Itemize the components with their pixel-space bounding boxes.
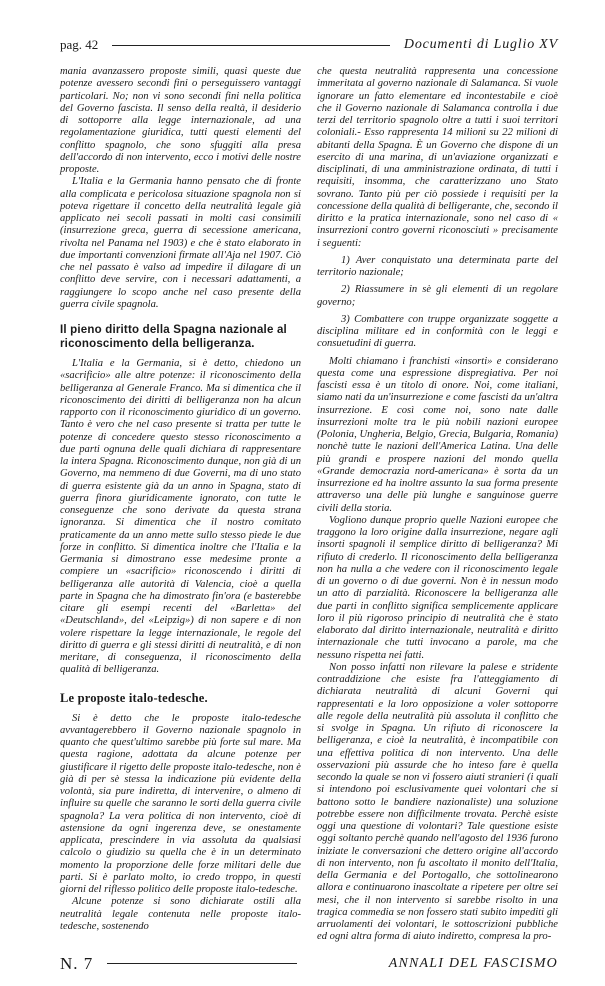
list-item: 1) Aver conquistato una determinata parte del territorio nazionale; [317, 254, 558, 278]
header-rule [112, 45, 390, 46]
running-title: Documenti di Luglio XV [403, 37, 558, 52]
paragraph: L'Italia e la Germania hanno pensato che di fronte alla complicata e pericolosa situazione spagnola non si poteva rigettare il concetto della neutralità legale già applicato nei secoli passati in molti casi consimili (insurrezione greca, guerra di secessione americana, rivolta nel Panama nel 1903) e che è stato elaborato in due importanti convenzioni firmate all'Aja nel 1907. Ciò che nel passato è valso ad impedire il dilagare di un conflitto deve servire, con i necessari adattamenti, a raggiungere lo scopo anche nel caso presente della guerra civile spagnola. [60, 176, 301, 310]
paragraph: Alcune potenze si sono dichiarate ostili alla neutralità legale contenuta nelle proposte italo-tedesche, sostenendo [60, 896, 301, 932]
list-item: 3) Combattere con truppe organizzate soggette a disciplina militare ed in conformità con le leggi e consuetudini di guerra. [317, 313, 558, 350]
page-footer [60, 944, 558, 974]
paragraph: Vogliono dunque proprio quelle Nazioni europee che traggono la loro origine dalla insurrezione, negare agli insorti spagnoli il semplice diritto di belligeranza? Mi rifiuto di crederlo. Il riconoscimento della belligeranza non ha nulla a che vedere con il riconoscimento legale di un governo o di due governi. Non è in nessun modo un atto di parzialità. Riconoscere la belligeranza alle due parti in conflitto significa semplicemente applicare loro il più rigoroso principio di neutralità che è stato elaborato dal diritto internazionale, neutralità e diritto internazionale che tutti invocano a parole, ma che nessuno rispetta nei fatti. [317, 514, 558, 661]
left-column [60, 66, 301, 933]
section-heading-belligeranza [60, 323, 301, 351]
journal-title: ANNALI DEL FASCISMO [388, 955, 558, 971]
heading-line: Il pieno diritto della Spagna nazionale al [60, 324, 287, 336]
paragraph: mania avanzassero proposte simili, quasi queste due potenze avessero secondi fini o perseguissero vantaggi particolari. No; non vi sono secondi fini nella politica del Governo fascista. Il senso della realtà, il desiderio di sottoporre alla legge internazionale, ad una regolamentazione giuridica, tutti questi elementi del conflitto spagnolo, che sono sfuggiti alla presa dell'accordo di non intervento, ecco i motivi delle nostre proposte. [60, 66, 301, 175]
section-heading-proposte: Le proposte italo-tedesche. [60, 690, 208, 705]
paragraph: Non posso infatti non rilevare la palese e stridente contraddizione che esiste fra l'atteggiamento di dichiarata neutralità di alcuni Governi qui rappresentati e la loro opposizione a voler sottoporre alle regole della neutralità più assoluta il conflitto che si svolge in Spagna. Un rifiuto di riconoscere la belligeranza, e cioè la neutralità, è incompatibile con una effettiva politica di non intervento. Una delle osservazioni più assurde che ho inteso fare è quella secondo la quale se non vi fossero aiuti stranieri (i quali si intendono poi esclusivamente quei volontari che si battono sotto le bandiere nazionaliste) una soluzione potrebbe essere non difficilmente trovata. Perchè esiste oggi una questione di volontari? Tale questione esiste oggi soltanto perchè quando nell'agosto del 1936 furono iniziate le conversazioni che dettero origine all'accordo di non intervento, non fu ascoltato il monito dell'Italia, della Germania e del Portogallo, che sottolinearono allora e continuarono inascoltate a ripetere per oltre sei mesi, che il non intervento si sarebbe risolto in una tragica commedia se non fossero stati subito impediti gli arruolamenti dei volontari, le sottoscrizioni pubbliche ed ogni altra forma di aiuto indiretto, compresa la pro- [317, 661, 558, 943]
paragraph: L'Italia e la Germania, si è detto, chiedono un «sacrificio» alle altre potenze: il riconoscimento della belligeranza al Generale Franco. Ma si dimentica che il riconoscimento dei diritti di belligeranza non ha alcun rapporto con il riconoscimento giuridico di un governo. Tanto è vero che nel caso presente si tratta per tutte le potenze di concedere questo stesso riconoscimento a due parti ognuna delle quali dichiara di rappresentare la intera Spagna. Riconoscimento dunque, non già di un Governo, ma nemmeno di due Governi, ma di uno stato di guerra esistente già da un anno in Spagna, stato di guerra finora giuridicamente ignorato, con tutte le conseguenze che sono derivate da questa strana ignoranza. Si dimentica che il nostro comitato praticamente da un anno mette sullo stesso piede le due forze in conflitto. Si dimentica inoltre che l'Italia e la Germania si dimostrano esse medesime pronte a compiere un «sacrificio» riconoscendo i diritti di belligeranza alle autorità di Valencia, cioè a quella parte in Spagna che ha dimostrato fin'ora (e basterebbe citare gli esempi recenti del «Barletta» del «Deutschland», del «Leipzig») di non sapere e di non volere rispettare la legge internazionale, le regole del diritto di guerra e gli stessi diritti di neutralità, e di non meritare, di conseguenza, il riconoscimento della qualità di belligeranza. [60, 358, 301, 676]
columns [60, 66, 558, 944]
issue-number: N. 7 [60, 953, 94, 973]
paragraph: che questa neutralità rappresenta una concessione immeritata al governo nazionale di Salamanca. Si vuole ignorare un fatto elementare ed incontestabile e cioè che il Governo nazionale di Salamanca controlla i due terzi del territorio spagnolo oltre a tutti i suoi territori coloniali.- Esso rappresenta 14 milioni su 22 milioni di abitanti della Spagna. È un Governo che dispone di un esercito di una marina, di un'aviazione organizzati e disciplinati, di una amministrazione ordinata, di tutti i requisiti, insomma, che caratterizzano uno Stato sovrano. Tanto più per ciò possiede i requisiti per la concessione della qualità di belligerante, che, secondo il diritto e la pratica internazionale, sono nel caso di « insurrezioni contro governi riconosciuti » precisamente i seguenti: [317, 66, 558, 249]
paragraph: Molti chiamano i franchisti «insorti» e considerano questa come una espressione dispregiativa. Per noi fascisti essa è un titolo di onore. Noi, come italiani, siamo nati da un'insurrezione e come fascisti da un'altra insurrezione. E così come noi, sono nate dalle insurrezioni molte tra le più nobili nazioni europee (Polonia, Ungheria, Belgio, Grecia, Bulgaria, Romania) nonchè tutte le nazioni dell'America Latina. Una delle più grandi e prospere nazioni del mondo quella «Grande democrazia nord-americana» è sorta da un insurrezione ed ha inoltre assunto la sua forma presente attraverso una delle più lunghe e sanguinose guerre civili della storia. [317, 355, 558, 514]
list-item: 2) Riassumere in sè gli elementi di un regolare governo; [317, 284, 558, 308]
page-header [60, 37, 558, 53]
heading-line: riconoscimento della belligeranza. [60, 338, 255, 350]
page-number: pag. 42 [60, 37, 99, 52]
paragraph: Si è detto che le proposte italo-tedesche avvantagerebbero il Governo nazionale spagnolo in quanto che quest'ultimo sarebbe più forte sul mare. Ma questa ragione, adottata da alcune potenze per giustificare il rigetto delle proposte italo-tedesche, non è già di per sè stessa la indicazione più evidente della volontà, sia pure indiretta, di intervenire, o almeno di influire su quelle che saranno le sorti della guerra civile spagnola? La vera politica di non intervento, cioè di astensione da ogni ingerenza deve, se onestamente applicata, prescindere in via assoluta da qualsiasi calcolo o giudizio su quella che è in un determinato momento la proporzione delle forze militari delle due parti. Si è parlato molto, io credo troppo, in questi giorni del riflesso politico delle proposte italo-tedesche. [60, 712, 301, 895]
right-column [317, 66, 558, 944]
footer-rule [107, 963, 297, 964]
